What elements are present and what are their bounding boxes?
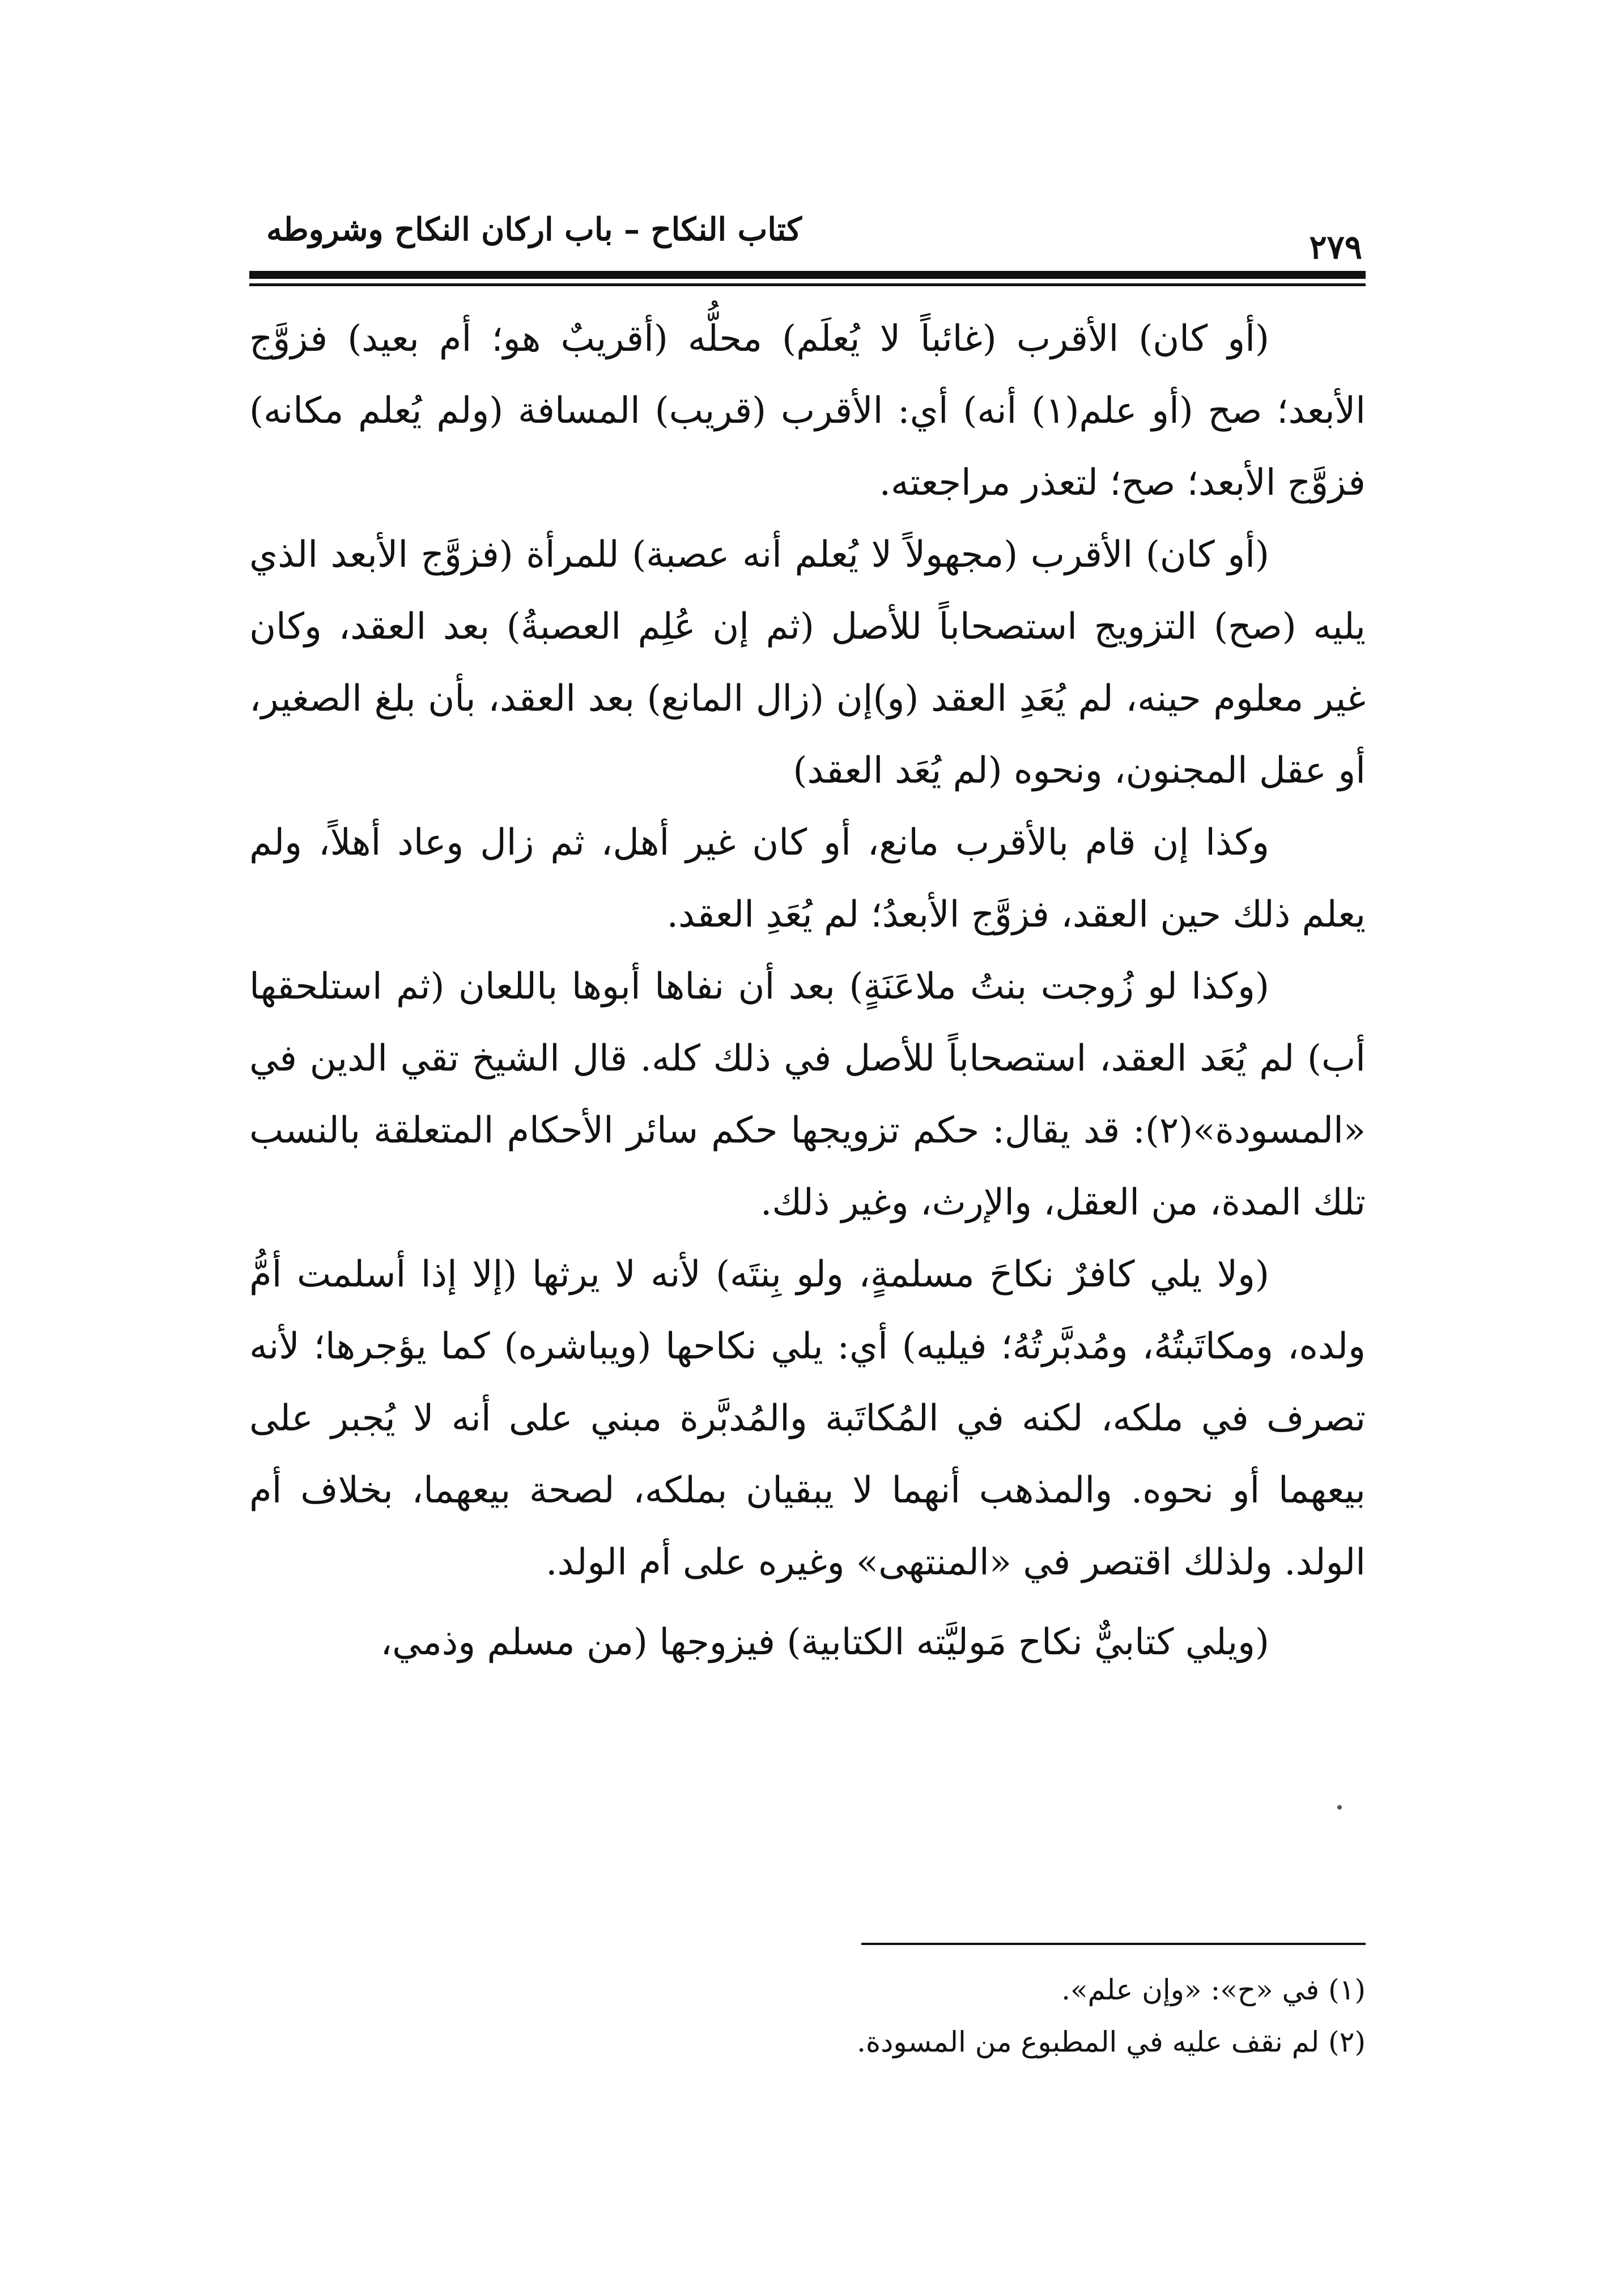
footnotes [249, 1964, 1366, 2068]
header-rule-thick [249, 271, 1366, 279]
page-number: ٢٧٩ [1309, 228, 1362, 266]
paragraph-2: (أو كان) الأقرب (مجهولاً لا يُعلم أنه عصبة) للمرأة (فزوَّج الأبعد الذي يليه (صح) التزويج استصحاباً للأصل (ثم إن عُلِم العصبةُ) بعد العقد، وكان غير معلوم حينه، لم يُعَدِ العقد (و)إن (زال المانع) بعد العقد، بأن بلغ الصغير، أو عقل المجنون، ونحوه (لم يُعَد العقد) [249, 534, 1366, 792]
stray-dot [1337, 1805, 1342, 1810]
body-text [249, 303, 1366, 1679]
paragraph-6: (ويلي كتابيٌّ نكاح مَوليَّته الكتابية) فيزوجها (من مسلم وذمي، [380, 1621, 1269, 1663]
running-title: كتاب النكاح – باب اركان النكاح وشروطه [266, 211, 802, 248]
footnote-2: (٢) لم نقف عليه في المطبوع من المسودة. [857, 2026, 1366, 2058]
footnote-rule [861, 1943, 1366, 1945]
header-rule-thin [249, 283, 1366, 286]
footnote-1: (١) في «ح»: «وإن علم». [1061, 1973, 1366, 2006]
paragraph-1: (أو كان) الأقرب (غائباً لا يُعلَم) محلُّه (أقريبٌ هو؛ أم بعيد) فزوَّج الأبعد؛ صح (أو علم(١) أنه) أي: الأقرب (قريب) المسافة (ولم يُعلم مكانه) فزوَّج الأبعد؛ صح؛ لتعذر مراجعته. [249, 318, 1366, 504]
paragraph-5: (ولا يلي كافرٌ نكاحَ مسلمةٍ، ولو بِنتَه) لأنه لا يرثها (إلا إذا أسلمت أمُّ ولده، ومكاتَبتُهُ، ومُدبَّرتُهُ؛ فيليه) أي: يلي نكاحها (ويباشره) كما يؤجرها؛ لأنه تصرف في ملكه، لكنه في المُكاتَبة والمُدبَّرة مبني على أنه لا يُجبر على بيعهما أو نحوه. والمذهب أنهما لا يبقيان بملكه، لصحة بيعهما، بخلاف أم الولد. ولذلك اقتصر في «المنتهى» وغيره على أم الولد. [249, 1254, 1366, 1583]
paragraph-4: (وكذا لو زُوجت بنتُ ملاعَنَةٍ) بعد أن نفاها أبوها باللعان (ثم استلحقها أب) لم يُعَد العقد، استصحاباً للأصل في ذلك كله. قال الشيخ تقي الدين في «المسودة»(٢): قد يقال: حكم تزويجها حكم سائر الأحكام المتعلقة بالنسب تلك المدة، من العقل، والإرث، وغير ذلك. [249, 966, 1366, 1224]
paragraph-3: وكذا إن قام بالأقرب مانع، أو كان غير أهل، ثم زال وعاد أهلاً، ولم يعلم ذلك حين العقد، فزوَّج الأبعدُ؛ لم يُعَدِ العقد. [249, 822, 1366, 936]
